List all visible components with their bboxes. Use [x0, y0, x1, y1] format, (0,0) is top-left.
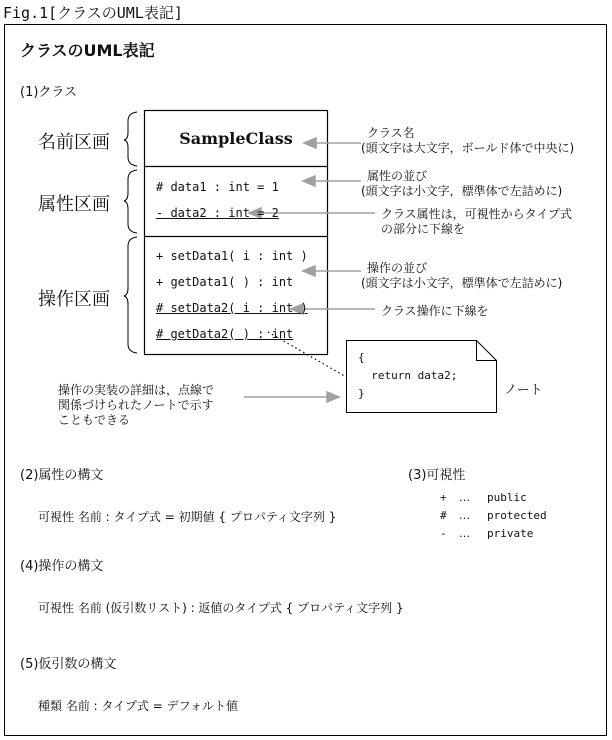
- section4-heading: (4)操作の構文: [20, 559, 104, 574]
- visibility-symbol: #: [440, 509, 447, 522]
- attributes-note-title: 属性の並び: [367, 169, 428, 183]
- operation-compartment-label: 操作区画: [38, 289, 110, 310]
- section2-heading: (2)属性の構文: [20, 468, 104, 483]
- visibility-name: protected: [487, 509, 547, 522]
- section5-heading: (5)仮引数の構文: [20, 657, 117, 672]
- operation-brace: [124, 237, 137, 353]
- attribute-compartment-label: 属性区画: [38, 194, 110, 215]
- page-title: クラスのUML表記: [20, 41, 155, 60]
- attribute-brace: [124, 170, 137, 233]
- operation-line: + getData1( ) : int: [156, 275, 294, 289]
- attribute-syntax: 可視性 名前 : タイプ式 = 初期値 { プロパティ文字列 }: [38, 510, 337, 524]
- operations-note-detail: (頭文字は小文字，標準体で左詰めに): [361, 276, 563, 290]
- parameter-syntax: 種類 名前 : タイプ式 = デフォルト値: [38, 699, 238, 713]
- name-brace: [124, 112, 137, 166]
- visibility-dots: …: [459, 509, 470, 522]
- class-op-note: クラス操作に下線を: [381, 304, 489, 318]
- class-attr-note-line1: クラス属性は，可視性からタイプ式: [381, 207, 573, 221]
- figure-caption: Fig.1[クラスのUML表記]: [3, 4, 183, 22]
- section3-heading: (3)可視性: [408, 468, 466, 483]
- attributes-note-detail: (頭文字は小文字，標準体で左詰めに): [361, 184, 563, 198]
- note-code-line: }: [358, 387, 365, 400]
- visibility-dots: …: [459, 491, 470, 504]
- note-code-line: return data2;: [358, 369, 458, 382]
- name-compartment-label: 名前区画: [38, 132, 110, 153]
- class-name-note-detail: (頭文字は大文字，ボールド体で中央に): [361, 141, 575, 155]
- class-name-note-title: クラス名: [367, 126, 415, 140]
- visibility-symbol: -: [440, 527, 447, 540]
- visibility-dots: …: [459, 527, 470, 540]
- impl-note-line3: こともできる: [58, 413, 131, 427]
- visibility-symbol: +: [440, 491, 447, 504]
- impl-note-line2: 関係づけられたノートで示す: [58, 398, 214, 412]
- visibility-name: private: [487, 527, 534, 540]
- impl-note-line1: 操作の実装の詳細は，点線で: [58, 383, 215, 397]
- operation-syntax: 可視性 名前 (仮引数リスト) : 返値のタイプ式 { プロパティ文字列 }: [38, 601, 404, 615]
- section1-heading: (1)クラス: [20, 85, 78, 100]
- class-operation-line: # setData2( i : int ): [156, 301, 308, 315]
- operation-line: + setData1( i : int ): [156, 249, 308, 263]
- visibility-name: public: [487, 491, 527, 504]
- note-label: ノート: [504, 383, 543, 398]
- class-attribute-line: - data2 : int = 2: [156, 206, 279, 220]
- class-attr-note-line2: の部分に下線を: [381, 222, 466, 236]
- class-operation-line: # getData2( ) : int: [156, 327, 294, 341]
- note-code-line: {: [358, 351, 365, 364]
- attribute-line: # data1 : int = 1: [156, 180, 279, 194]
- class-name: SampleClass: [179, 129, 293, 148]
- operations-note-title: 操作の並び: [367, 261, 428, 275]
